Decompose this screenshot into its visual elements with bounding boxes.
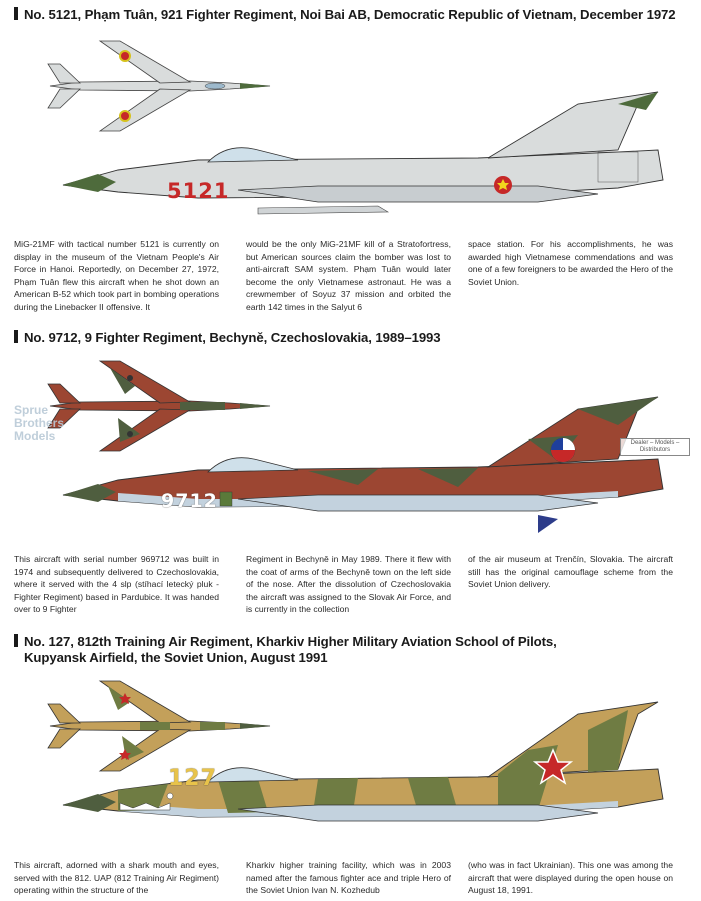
section-3-title-line-2: Kupyansk Airfield, the Soviet Union, August 1991 [24, 650, 328, 665]
watermark [14, 404, 64, 443]
heading-bar [14, 7, 18, 20]
watermark-line-3: Models [14, 429, 56, 443]
section-2-heading [14, 330, 441, 346]
section-2-text-col-2: Regiment in Bechyně in May 1989. There it flew with the coat of arms of the Bechyně town on the left side of the nose. After the dissolution of Czechoslovakia the aircraft was assigned to the Slovak Air Force, and is currently in the collection [246, 554, 451, 615]
aircraft-2-side-view [58, 395, 688, 545]
section-3-heading [14, 634, 557, 666]
section-3-text-col-1: This aircraft, adorned with a shark mouth and eyes, served with the 812. UAP (812 Training Air Regiment) operating within the structure of the [14, 860, 219, 896]
section-1-heading [14, 7, 676, 23]
heading-bar [14, 330, 18, 343]
watermark-line-2: Brothers [14, 416, 65, 430]
section-2-title: No. 9712, 9 Fighter Regiment, Bechyně, Czechoslovakia, 1989–1993 [24, 330, 441, 345]
section-2-text-col-3: of the air museum at Trenčín, Slovakia. The aircraft still has the original camouflage scheme from the Soviet Union delivery. [468, 554, 673, 590]
aircraft-3-side-view [58, 700, 688, 850]
section-1-text-col-2: would be the only MiG-21MF kill of a Stratofortress, but American sources claim the bomber was lost to anti-aircraft SAM system. Phạm Tuân would later become the only Vietnamese astronaut. He was a crewmember of Soyuz 37 mission and orbited the earth 142 times in the Salyut 6 [246, 239, 451, 312]
tactical-number-127: 127 [168, 766, 217, 791]
section-3-title-line-1: No. 127, 812th Training Air Regiment, Kharkiv Higher Military Aviation School of Pilots, [24, 634, 557, 649]
section-2-text-col-1: This aircraft with serial number 969712 was built in 1974 and subsequently delivered to Czechoslovakia, where it served with the 4 slp (stíhací letecký pluk - Fighter Regiment) based in Pardubice. It was handed over to 9 Fighter [14, 554, 219, 615]
tactical-number-9712: 9712 [161, 490, 218, 512]
section-3-text-col-3: (who was in fact Ukrainian). This one was among the aircraft that were displayed during the open house on August 18, 1991. [468, 860, 673, 896]
section-1-title: No. 5121, Phạm Tuân, 921 Fighter Regiment, Noi Bai AB, Democratic Republic of Vietnam, December 1972 [24, 7, 676, 22]
tactical-number-5121: 5121 [167, 179, 230, 203]
aircraft-1-side-view [58, 90, 688, 230]
heading-bar [14, 634, 18, 647]
section-3-text-col-2: Kharkiv higher training facility, which was in 2003 named after the famous fighter ace and triple Hero of the Soviet Union Ivan N. Kozhedub [246, 860, 451, 896]
dealer-stamp: Dealer – Models – Distributors [620, 438, 690, 456]
watermark-line-1: Sprue [14, 403, 49, 417]
section-1-text-col-3: space station. For his accomplishments, he was awarded high Vietnamese commendations and was one of a few foreigners to be awarded the Hero of the Soviet Union. [468, 239, 673, 287]
section-1-text-col-1: MiG-21MF with tactical number 5121 is currently on display in the museum of the Vietnam People's Air Force in Hanoi. Reportedly, on December 27, 1972, Phạm Tuân flew this aircraft when he shot down an American B-52 which took part in bombing operations during the Linebacker II offensive. It [14, 239, 219, 312]
